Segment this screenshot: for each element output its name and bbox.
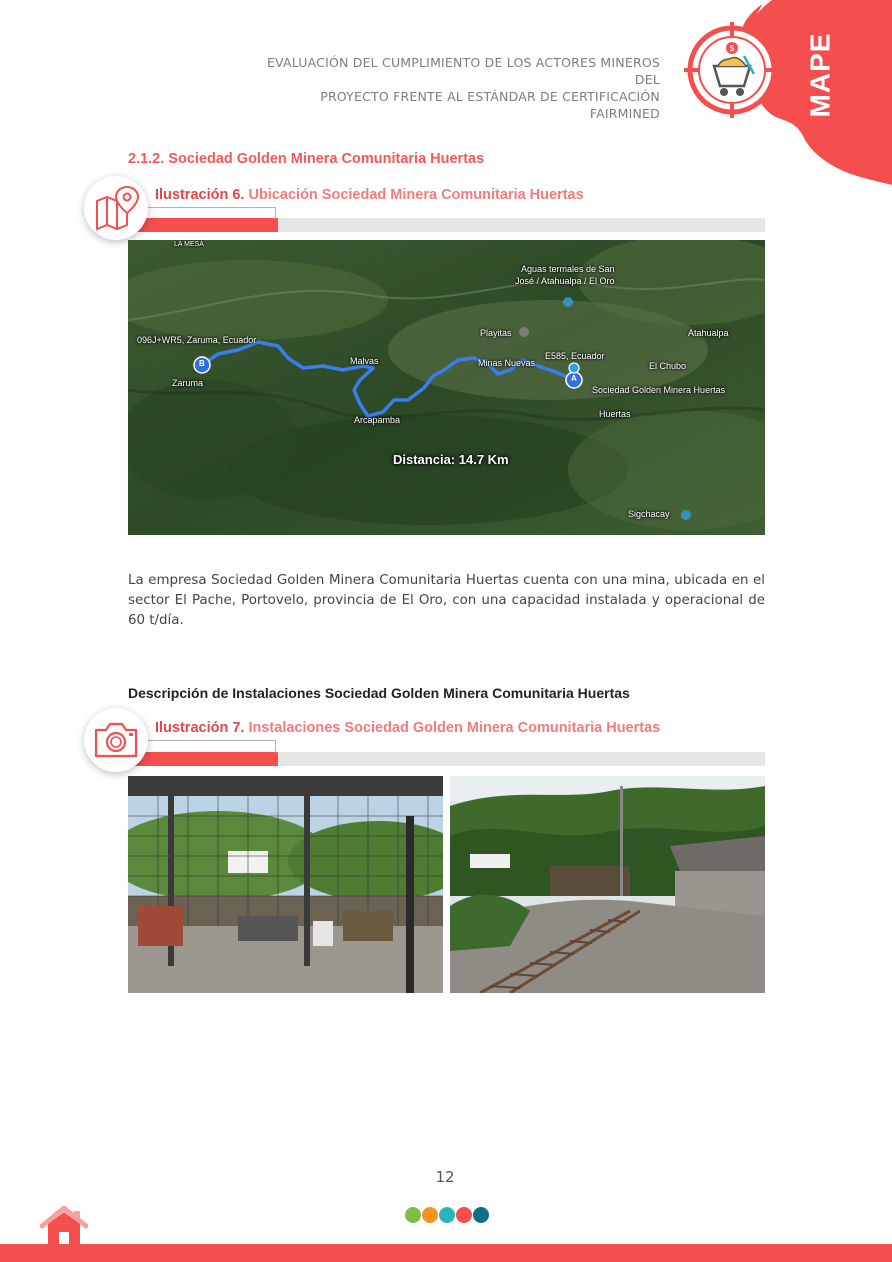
illustration6-title: Ubicación Sociedad Minera Comunitaria Huertas bbox=[248, 187, 584, 203]
page-number: 12 bbox=[435, 1168, 455, 1186]
map-marker-a: A bbox=[571, 374, 577, 383]
color-dot bbox=[473, 1207, 489, 1223]
header-title bbox=[250, 54, 660, 122]
footer-bar bbox=[0, 1244, 892, 1262]
map-label-playitas: Playitas bbox=[480, 328, 512, 338]
location-map bbox=[128, 240, 765, 535]
map-label-malvas: Malvas bbox=[350, 356, 379, 366]
map-label-origin: 096J+WR5, Zaruma, Ecuador bbox=[137, 335, 257, 345]
map-label-atahualpa: Atahualpa bbox=[688, 328, 729, 338]
caption-connector bbox=[145, 740, 276, 753]
illustration7-caption bbox=[155, 720, 660, 736]
color-dot bbox=[456, 1207, 472, 1223]
caption-bar-fill bbox=[128, 752, 278, 766]
map-label-zaruma: Zaruma bbox=[172, 378, 204, 388]
section-heading: 2.1.2. Sociedad Golden Minera Comunitaria Huertas bbox=[128, 151, 485, 167]
svg-text:$: $ bbox=[729, 44, 735, 53]
mining-cart-target-icon bbox=[684, 22, 780, 118]
map-label-huertas: Huertas bbox=[599, 409, 631, 419]
rail-yard-photo bbox=[450, 776, 765, 993]
map-label-aguas-2: José / Atahualpa / El Oro bbox=[515, 276, 615, 286]
header-title-line2: PROYECTO FRENTE AL ESTÁNDAR DE CERTIFICACIÓN FAIRMINED bbox=[320, 89, 660, 121]
illustration7-label: Ilustración 7. bbox=[155, 720, 245, 736]
illustration6-label: Ilustración 6. bbox=[155, 187, 245, 203]
map-label-sociedad: Sociedad Golden Minera Huertas bbox=[592, 385, 726, 395]
map-label-la-mesa: LA MESA bbox=[174, 241, 204, 248]
map-label-minas-nuevas: Minas Nuevas bbox=[478, 358, 536, 368]
map-label-sigchacay: Sigchacay bbox=[628, 509, 670, 519]
map-label-arcapamba: Arcapamba bbox=[354, 415, 401, 425]
brand-vertical: MAPE bbox=[804, 32, 835, 118]
body-paragraph: La empresa Sociedad Golden Minera Comunitaria Huertas cuenta con una mina, ubicada en el sector El Pache, Portovelo, provincia de El Oro, con una capacidad instalada y operacional de 60 t/día. bbox=[128, 573, 765, 628]
header-title-line1: EVALUACIÓN DEL CUMPLIMIENTO DE LOS ACTORES MINEROS DEL bbox=[266, 55, 660, 87]
color-dot bbox=[422, 1207, 438, 1223]
map-label-e585: E585, Ecuador bbox=[545, 351, 605, 361]
workshop-photo bbox=[128, 776, 443, 993]
map-distance: Distancia: 14.7 Km bbox=[393, 452, 509, 467]
color-dot bbox=[405, 1207, 421, 1223]
caption-bar-fill bbox=[128, 218, 278, 232]
map-label-el-chubo: El Chubo bbox=[649, 361, 687, 371]
camera-icon bbox=[84, 708, 148, 772]
map-marker-b: B bbox=[199, 359, 205, 368]
color-dot bbox=[439, 1207, 455, 1223]
illustration7-title: Instalaciones Sociedad Golden Minera Comunitaria Huertas bbox=[248, 720, 661, 736]
subheading: Descripción de Instalaciones Sociedad Golden Minera Comunitaria Huertas bbox=[128, 685, 630, 701]
color-dots bbox=[405, 1207, 489, 1223]
caption-connector bbox=[145, 207, 276, 219]
home-icon[interactable] bbox=[40, 1206, 88, 1246]
map-label-aguas: Aguas termales de San bbox=[521, 264, 615, 274]
illustration6-caption bbox=[155, 187, 584, 203]
map-pin-icon bbox=[84, 176, 148, 240]
